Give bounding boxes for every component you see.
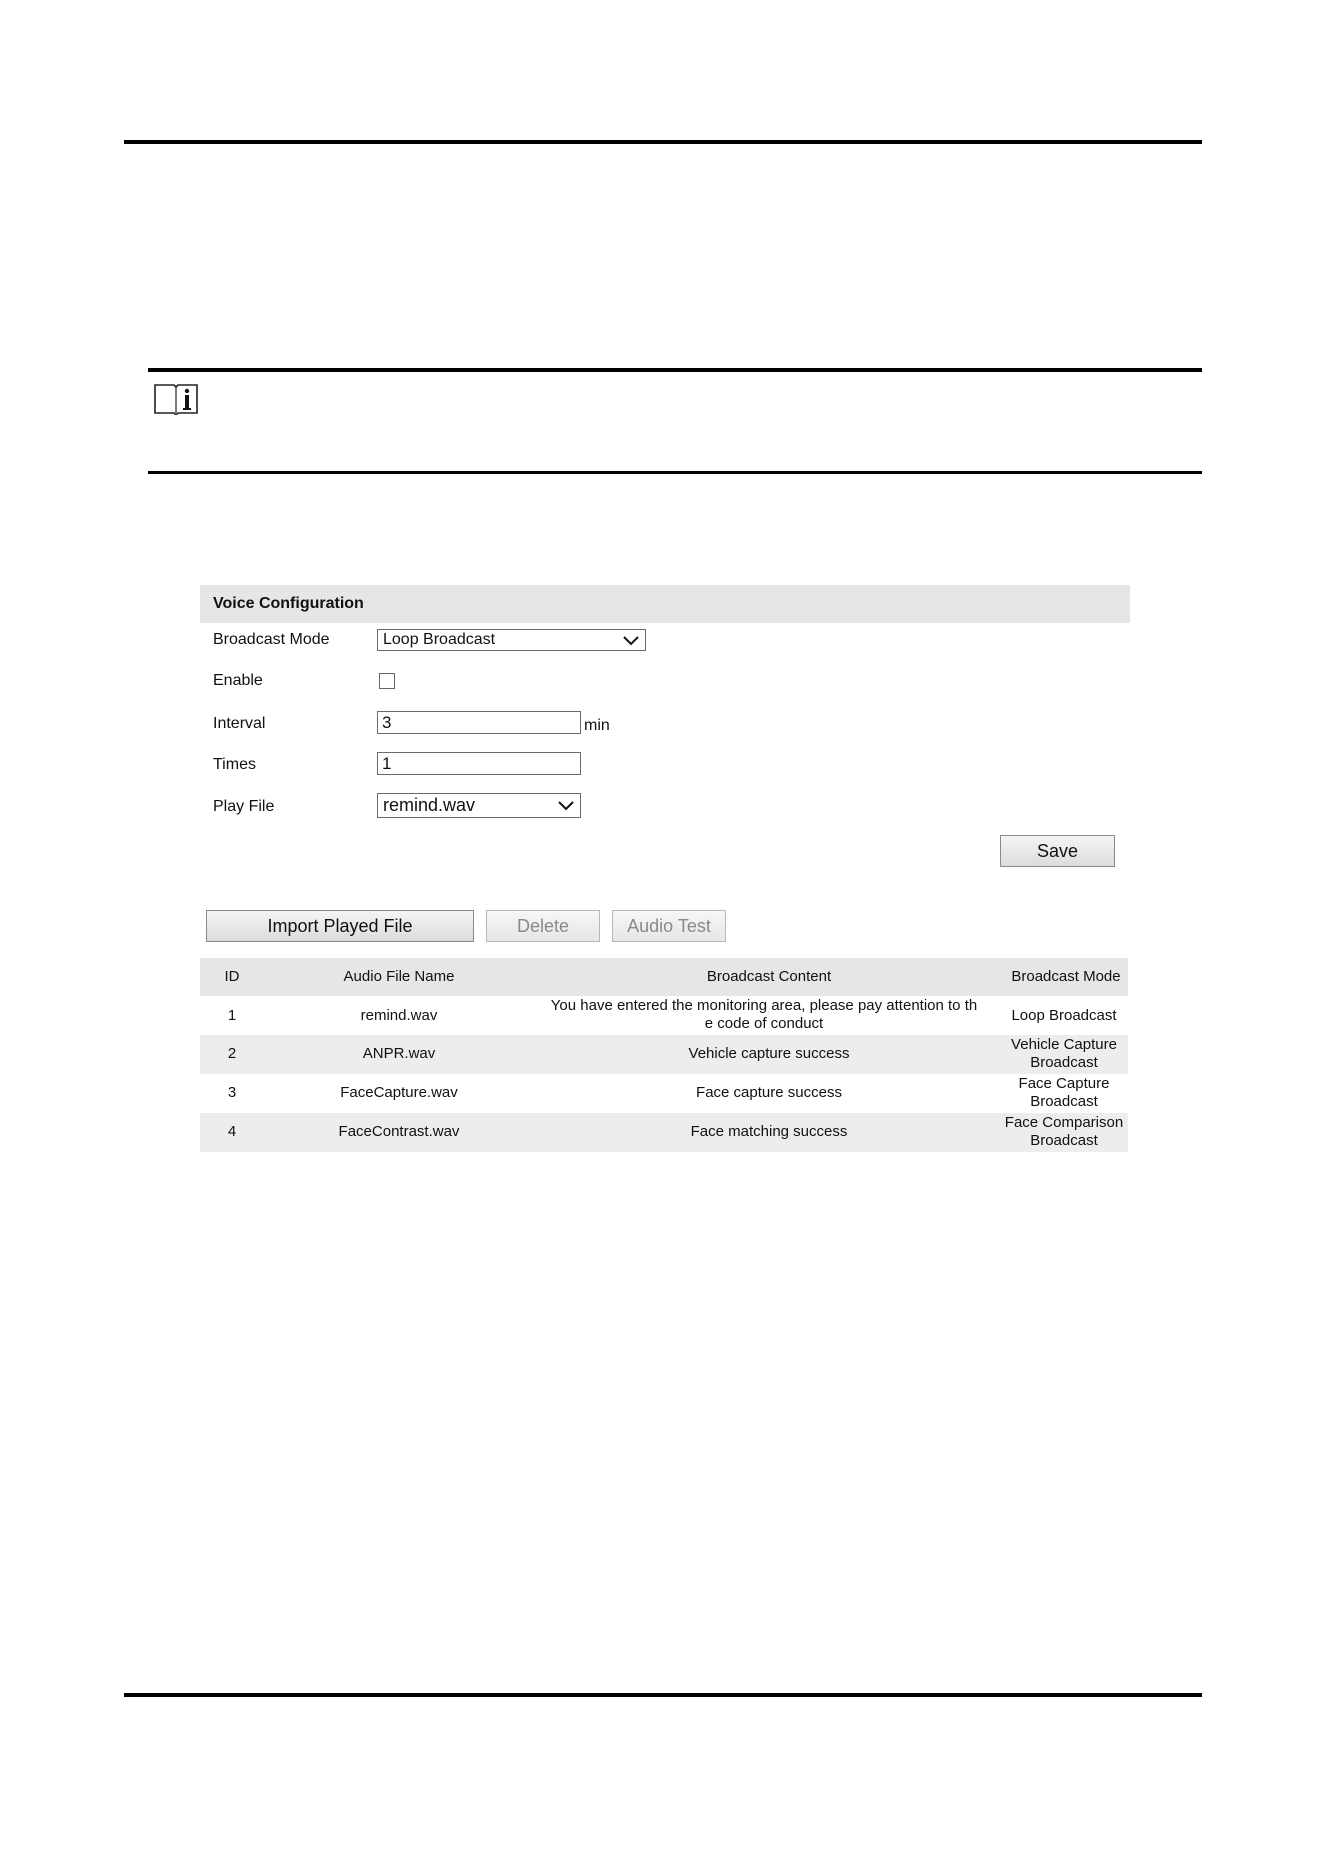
row-file-name: FaceCapture.wav <box>340 1084 458 1101</box>
row-id: 4 <box>227 1123 237 1140</box>
times-input[interactable] <box>377 752 581 775</box>
panel-title: Voice Configuration <box>213 595 364 612</box>
note-bottom-rule <box>148 471 1202 474</box>
note-top-rule <box>148 368 1202 372</box>
header-file-name: Audio File Name <box>343 968 455 985</box>
interval-label: Interval <box>213 715 266 732</box>
table-header <box>200 958 1128 996</box>
row-file-name: remind.wav <box>360 1007 438 1024</box>
row-id: 3 <box>227 1084 237 1101</box>
row-mode-line2: Broadcast <box>1030 1054 1098 1071</box>
broadcast-mode-value: Loop Broadcast <box>383 631 496 648</box>
chevron-down-icon <box>558 801 574 811</box>
broadcast-mode-label: Broadcast Mode <box>213 631 330 648</box>
row-content: Face capture success <box>696 1084 842 1101</box>
broadcast-mode-select[interactable] <box>377 629 646 651</box>
row-content: Vehicle capture success <box>688 1045 850 1062</box>
row-mode-line1: Vehicle Capture <box>1011 1036 1117 1053</box>
interval-unit: min <box>584 717 610 734</box>
table-row[interactable] <box>200 1074 1128 1113</box>
enable-label: Enable <box>213 672 263 689</box>
times-label: Times <box>213 756 256 773</box>
row-content-line2: e code of conduct <box>704 1015 824 1032</box>
row-mode-line1: Loop Broadcast <box>1011 1007 1117 1024</box>
row-mode-line2: Broadcast <box>1030 1132 1098 1149</box>
table-row[interactable] <box>200 1113 1128 1152</box>
panel-header <box>200 585 1130 623</box>
header-broadcast-mode: Broadcast Mode <box>1011 968 1121 985</box>
save-button[interactable]: Save <box>1000 835 1115 867</box>
header-broadcast-content: Broadcast Content <box>706 968 832 985</box>
row-mode-line2: Broadcast <box>1030 1093 1098 1110</box>
delete-button[interactable]: Delete <box>486 910 600 942</box>
play-file-label: Play File <box>213 798 275 815</box>
play-file-select[interactable] <box>377 793 581 818</box>
header-rule <box>124 140 1202 144</box>
chevron-down-icon <box>623 636 639 646</box>
note-book-icon <box>152 383 200 415</box>
row-mode-line1: Face Capture <box>1018 1075 1110 1092</box>
enable-checkbox[interactable] <box>379 673 395 689</box>
play-file-value: remind.wav <box>383 795 476 815</box>
import-played-file-button[interactable]: Import Played File <box>206 910 474 942</box>
row-file-name: ANPR.wav <box>362 1045 436 1062</box>
row-id: 2 <box>227 1045 237 1062</box>
row-mode-line1: Face Comparison <box>1004 1114 1124 1131</box>
table-row[interactable] <box>200 1035 1128 1074</box>
header-id: ID <box>224 968 240 985</box>
audio-test-button[interactable]: Audio Test <box>612 910 726 942</box>
interval-input[interactable] <box>377 711 581 734</box>
row-file-name: FaceContrast.wav <box>338 1123 460 1140</box>
table-row[interactable] <box>200 996 1128 1035</box>
row-content: Face matching success <box>690 1123 848 1140</box>
row-content-line1: You have entered the monitoring area, please pay attention to th <box>550 997 978 1014</box>
row-id: 1 <box>227 1007 237 1024</box>
footer-rule <box>124 1693 1202 1697</box>
